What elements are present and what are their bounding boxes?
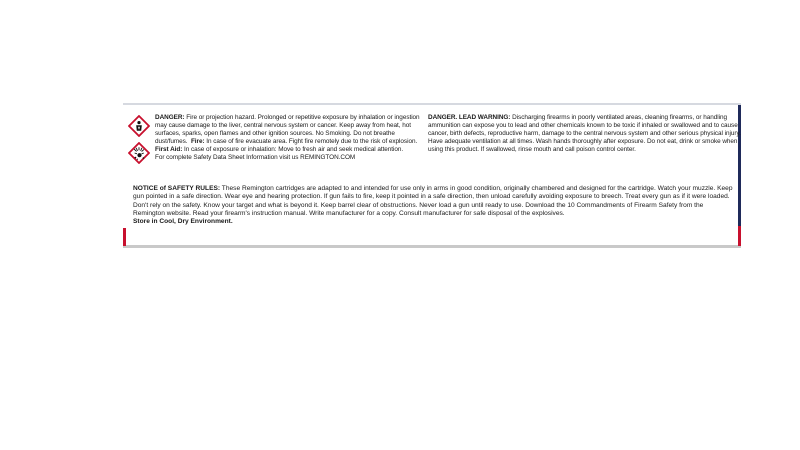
label-left-red-strip: [123, 228, 126, 246]
danger-label: DANGER:: [155, 114, 185, 121]
lead-line-1: Discharging firearms in poorly ventilated areas, cleaning firearms, or handling: [510, 114, 727, 121]
lead-warning-label: DANGER. LEAD WARNING:: [428, 114, 511, 121]
label-right-red-strip: [738, 226, 741, 246]
lead-line-4: Have adequate ventilation at all times. Wash hands thoroughly after exposure. Do not eat, drink or smoke when: [428, 138, 738, 146]
fire-label: Fire:: [190, 138, 205, 146]
danger-line-2: may cause damage to the liver, central nervous system or cancer. Keep away from heat, hot: [155, 122, 411, 130]
danger-line-4: dust/fumes.: [155, 138, 188, 146]
danger-line-3: surfaces, sparks, open flames and other ignition sources. No Smoking. Do not breathe: [155, 130, 395, 138]
lead-line-2: ammunition can expose you to lead and other chemicals known to be toxic if inhaled or swallowed and to cause: [428, 122, 738, 130]
safety-rules-notice: [133, 185, 737, 226]
lead-warning-block: [428, 114, 741, 154]
label-top-edge: [123, 103, 741, 105]
sds-text: For complete Safety Data Sheet Information visit us REMINGTON.COM: [155, 154, 356, 162]
first-aid-label: First Aid:: [155, 146, 183, 154]
first-aid-text: In case of exposure or inhalation: Move to fresh air and seek medical attention.: [182, 146, 404, 154]
health-hazard-pictogram-icon: [128, 115, 150, 137]
label-bottom-edge: [123, 245, 741, 248]
storage-instruction: Store in Cool, Dry Environment.: [133, 218, 233, 226]
lead-line-3: cancer, birth defects, reproductive harm, damage to the central nervous system and other serious physical injury.: [428, 130, 741, 138]
danger-warning-block: [155, 114, 420, 163]
danger-line-1: Fire or projection hazard. Prolonged or repetitive exposure by inhalation or ingestion: [184, 114, 420, 121]
lead-line-5: using this product. If swallowed, rinse mouth and call poison control center.: [428, 146, 636, 154]
fire-text: In case of fire evacuate area. Fight fire remotely due to the risk of explosion.: [204, 138, 418, 146]
notice-label: NOTICE of SAFETY RULES:: [133, 185, 221, 192]
explosive-pictogram-icon: [128, 142, 150, 164]
notice-text: These Remington cartridges are adapted to and intended for use only in arms in good condition, originally chambered and designed for the cartridge. Watch your muzzle. Keep gun pointed in a safe direction. Wear eye and hearing protection. If gun fails to fire, keep it pointed in a safe direction, then unload carefully avoiding exposure to breech. Treat every gun as if it were loaded. Don't rely on the safety. Know your target and what is beyond it. Keep barrel clear of obstructions. Never load a gun until ready to use. Download the 10 Commandments of Firearm Safety from the Remington website. Read your firearm's instruction manual. Write manufacturer for a copy. Consult manufacturer for safe disposal of the explosives.: [133, 185, 733, 217]
